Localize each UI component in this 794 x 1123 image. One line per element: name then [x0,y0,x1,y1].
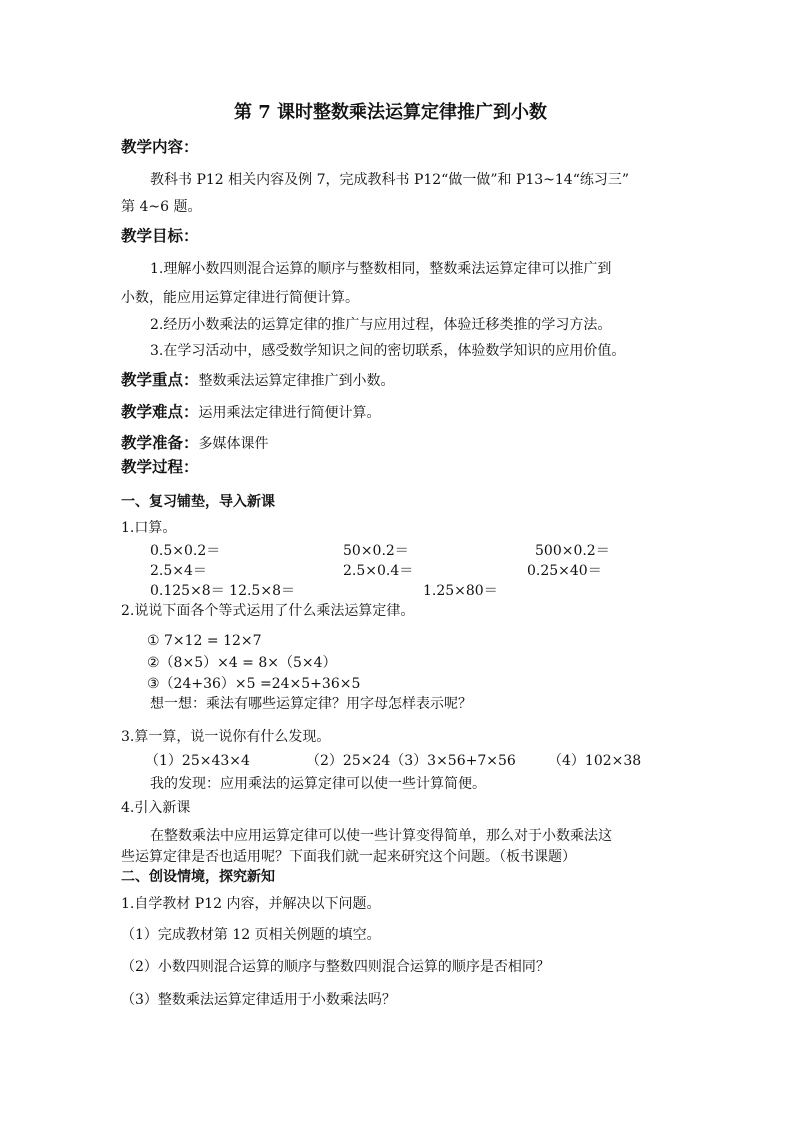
page-title: 第 7 课时整数乘法运算定律推广到小数 [234,102,548,123]
section-2-heading: 二、创设情境，探究新知 [121,869,275,885]
goal-2: 2.经历小数乘法的运算定律的推广与应用过程，体验迁移类推的学习方法。 [150,317,612,333]
calc-2: 50×0.2＝ [343,543,409,559]
discovery: 我的发现：应用乘法的运算定律可以使一些计算简便。 [150,776,486,792]
goals-heading: 教学目标： [121,226,199,245]
equation-2: ②（8×5）×4 = 8×（5×4） [147,655,337,671]
preparation [121,434,269,453]
goal-3: 3.在学习活动中，感受数学知识之间的密切联系，体验数学知识的应用价值。 [150,343,626,359]
section-2-item-1: 1.自学教材 P12 内容，并解决以下问题。 [121,896,381,912]
section-1-item-3: 3.算一算，说一说你有什么发现。 [121,729,331,745]
difficulty [121,403,381,422]
question-1: （1）完成教材第 12 页相关例题的填空。 [121,927,381,943]
content-line-1: 教科书 P12 相关内容及例 7，完成教科书 P12“做一做”和 P13~14“练习三” [150,172,630,188]
think-prompt: 想一想：乘法有哪些运算定律？用字母怎样表示呢？ [150,696,472,712]
section-1-item-2: 2.说说下面各个等式运用了什么乘法运算定律。 [121,603,415,619]
section-1-heading: 一、复习铺垫，导入新课 [121,494,275,510]
calc-5: 2.5×0.4＝ [343,563,414,579]
equation-3: ③（24+36）×5 =24×5+36×5 [147,676,361,692]
calc-3: 500×0.2＝ [535,543,610,559]
goal-1-line-1: 1.理解小数四则混合运算的顺序与整数相同，整数乘法运算定律可以推广到 [150,261,612,277]
calc-1: 0.5×0.2＝ [150,543,221,559]
process-heading: 教学过程： [121,457,199,476]
key-point-text: 整数乘法运算定律推广到小数。 [198,373,395,389]
preparation-text: 多媒体课件 [198,436,269,452]
goal-1-line-2: 小数，能应用运算定律进行简便计算。 [121,290,359,306]
question-2: （2）小数四则混合运算的顺序与整数四则混合运算的顺序是否相同？ [121,959,550,975]
content-heading: 教学内容： [121,137,199,156]
calc-6: 0.25×40＝ [527,563,602,579]
problem-4: （4）102×38 [548,753,642,769]
difficulty-text: 运用乘法定律进行简便计算。 [198,405,381,421]
preparation-label: 教学准备： [121,433,199,452]
problems-2-3: （2）25×24（3）3×56+7×56 [306,753,516,769]
equation-1: ① 7×12 = 12×7 [147,633,262,649]
problem-1: （1）25×43×4 [145,753,250,769]
calc-8: 1.25×80＝ [423,583,498,599]
calc-4: 2.5×4＝ [150,563,207,579]
question-3: （3）整数乘法运算定律适用于小数乘法吗？ [121,992,396,1008]
key-point-label: 教学重点： [121,370,199,389]
difficulty-label: 教学难点： [121,402,199,421]
intro-line-1: 在整数乘法中应用运算定律可以使一些计算变得简单，那么对于小数乘法这 [150,828,612,844]
key-point [121,371,395,390]
calc-7: 0.125×8＝ 12.5×8＝ [150,583,295,599]
content-line-2: 第 4~6 题。 [121,199,202,215]
intro-line-2: 些运算定律是否也适用呢？下面我们就一起来研究这个问题。（板书课题） [121,849,576,865]
section-1-item-1: 1.口算。 [121,520,177,536]
section-1-item-4: 4.引入新课 [121,800,191,816]
